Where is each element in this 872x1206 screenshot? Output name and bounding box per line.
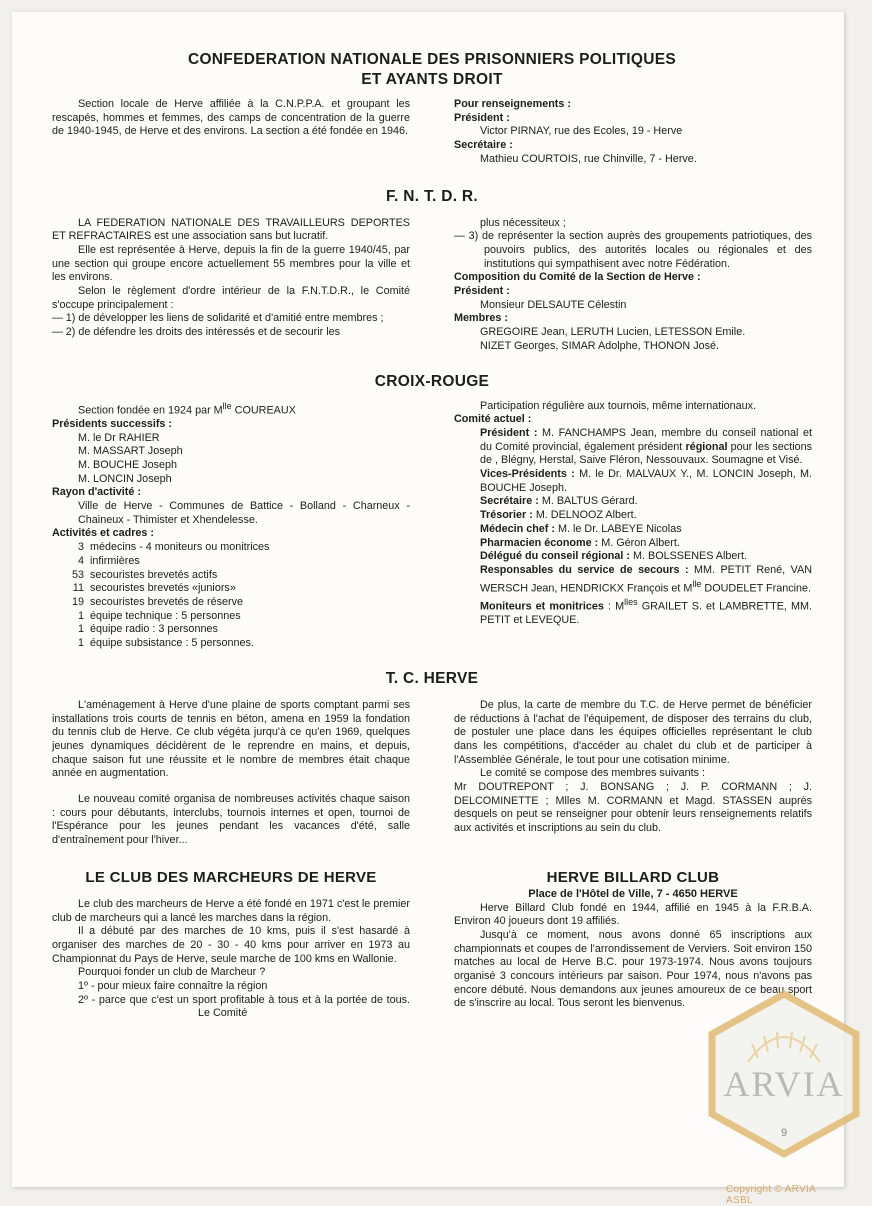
page-number: 9: [780, 1127, 788, 1139]
info-label: Pour renseignements :: [454, 98, 571, 110]
billard-p1: Herve Billard Club fondé en 1944, affilié en 1945 à la F.R.B.A. Environ 40 joueurs dont 19 affiliés.: [454, 901, 812, 928]
section-title-tc-herve: T. C. HERVE: [385, 669, 479, 687]
billard-address: Place de l'Hôtel de Ville, 7 - 4650 HERVE: [528, 887, 738, 900]
marcheurs-p3: Pourquoi fonder un club de Marcheur ?: [78, 966, 266, 979]
tc-p4: Le comité se compose des membres suivants :: [480, 767, 706, 780]
marcheurs-p2: Il a débuté par des marches de 10 kms, puis il s'est hasardé à organiser des marches de 20 - 30 - 40 kms pour arriver en 1973 au Championnat du Pays de Herve, seule marche de 100 kms en Wallonie.: [52, 925, 410, 965]
activite-item: 11 secouristes brevetés «juniors»: [72, 582, 236, 595]
fntdr-item-2: — 2) de défendre les droits des intéressés et de secourir les: [52, 326, 341, 339]
section-title-cnppa: [52, 50, 812, 90]
comite-secretaire: Secrétaire : M. BALTUS Gérard.: [480, 495, 638, 508]
comite-pharmacien: Pharmacien économe : M. Géron Albert.: [480, 536, 680, 549]
president-label: Président :: [454, 111, 510, 124]
section-title-billard: HERVE BILLARD CLUB: [546, 868, 720, 886]
section-cnppa: [52, 98, 812, 167]
founded-line: Section fondée en 1924 par $M^{lle}$ COUREAUX: [78, 400, 296, 417]
comite-president: Président : M. FANCHAMPS Jean, membre du conseil national et du Comité provincial, également président régional pour les sections de , Blégny, Herstal, Saive Fléron, Nessouvaux. Soumagne et Visé.: [480, 426, 812, 467]
billard-p2: Jusqu'à ce moment, nous avons donné 65 inscriptions aux championnats et coupes de l'arrondissement de Verviers. Soit environ 150 matches au local de Herve B.C. pour 1973-1974. Nous avons toujours organisé 3 concours intérieurs par saison. Pour 1974, nous n'avons pas encore débuté. Nous demandons aux jeunes amoureux de ce beau sport de s'inscrire au local. Tous seront les bienvenus.: [454, 928, 812, 1010]
comite-label: Comité actuel :: [454, 413, 532, 426]
president-item: M. le Dr RAHIER: [78, 431, 160, 444]
membres-line-1: GREGOIRE Jean, LERUTH Lucien, LETESSON Emile.: [480, 326, 746, 339]
title-line-2: ET AYANTS DROIT: [361, 71, 503, 88]
fntdr-item-3: — 3) de représenter la section auprès des groupements patriotiques, des pouvoirs publics, des autorités locales ou régionales et des institutions qui sympathisent avec notre Fédération.: [454, 230, 812, 270]
secretaire-label: Secrétaire :: [454, 139, 513, 152]
fntdr-p1: LA FEDERATION NATIONALE DES TRAVAILLEURS DEPORTES ET REFRACTAIRES est une association sans but lucratif.: [52, 216, 410, 243]
marcheurs-signature: Le Comité: [198, 1007, 248, 1020]
comite-moniteurs: Moniteurs et monitrices : $M^{lles}$ GRAILET S. et LAMBRETTE, MM. PETIT et LEVEQUE.: [480, 596, 812, 627]
fntdr-item-1: — 1) de développer les liens de solidarité et d'amitié entre membres ;: [52, 312, 384, 325]
cnppa-intro: Section locale de Herve affiliée à la C.N.P.P.A. et groupant les rescapés, hommes et femmes, des camps de concentration de la guerre de 1940-1945, de Herve et des environs. La section a été fondée en 1946.: [52, 98, 410, 138]
marcheurs-list-1: 1º - pour mieux faire connaître la région: [78, 980, 268, 993]
president-item: M. LONCIN Joseph: [78, 472, 172, 485]
tc-p3: De plus, la carte de membre du T.C. de Herve permet de bénéficier de réductions à l'achat de l'équipement, de disposer des terrains du club, de postuler une place dans les équipes officielles représentant le club dans les compétitions, d'accéder au chalet du club et de participer à l'Assemblée Générale, le tout pour une cotisation minime.: [454, 698, 812, 766]
activite-item: 1 équipe radio : 3 personnes: [77, 623, 218, 636]
section-title-fntdr: F. N. T. D. R.: [385, 187, 479, 205]
activite-item: 1 équipe technique : 5 personnes: [77, 609, 241, 622]
fntdr-item-2-cont: plus nécessiteux ;: [480, 216, 566, 229]
tc-p2: Le nouveau comité organisa de nombreuses activités chaque saison : cours pour débutants, interclubs, tournois internes et open, tournoi de l'Espérance pour les jeunes pendant les vacances d'été, salle d'entraînement pour l'hiver...: [52, 793, 410, 847]
president-item: M. BOUCHE Joseph: [78, 458, 178, 471]
section-tc-herve: [52, 699, 812, 848]
rayon-label: Rayon d'activité :: [52, 486, 141, 499]
section-bottom: [52, 868, 812, 1021]
rayon-value: Ville de Herve - Communes de Battice - Bolland - Charneux - Chaineux - Thimister et Xhendelesse.: [78, 500, 410, 526]
activite-item: 3 médecins - 4 moniteurs ou monitrices: [77, 541, 270, 554]
marcheurs-list-2: 2º - parce que c'est un sport profitable à tous et à la portée de tous.Le Comité: [78, 993, 410, 1020]
section-croix-rouge: [52, 400, 812, 651]
president-item: M. MASSART Joseph: [78, 445, 183, 458]
fntdr-p3: Selon le règlement d'ordre intérieur de la F.N.T.D.R., le Comité s'occupe principalement :: [52, 285, 410, 311]
membres-label: Membres :: [454, 312, 509, 325]
comite-vices: Vices-Présidents : M. le Dr. MALVAUX Y., M. LONCIN Joseph, M. BOUCHE Joseph.: [480, 468, 813, 494]
participation: Participation régulière aux tournois, même internationaux.: [480, 399, 757, 412]
activite-item: 1 équipe subsistance : 5 personnes.: [77, 637, 254, 650]
comite-delegue: Délégué du conseil régional : M. BOLSSENES Albert.: [480, 550, 748, 563]
title-line-1: CONFEDERATION NATIONALE DES PRISONNIERS POLITIQUES: [187, 51, 677, 68]
comite-responsables: Responsables du service de secours : MM. PETIT René, VAN WERSCH Jean, HENDRICKX François et $M^{lle}$ DOUDELET Francine.: [480, 563, 812, 595]
section-title-marcheurs: LE CLUB DES MARCHEURS DE HERVE: [85, 868, 377, 886]
president-value: Victor PIRNAY, rue des Ecoles, 19 - Herve: [480, 125, 683, 138]
tc-p5: Mr DOUTREPONT ; J. BONSANG ; J. P. CORMANN ; J. DELCOMINETTE ; Mlles M. CORMANN et Magd. STASSEN auprès desquels on peut se renseigner pour obtenir leurs renseignements relatifs aux activités et inscriptions au sein du club.: [454, 781, 812, 835]
activites-label: Activités et cadres :: [52, 527, 155, 540]
composition-label: Composition du Comité de la Section de Herve :: [454, 271, 701, 284]
section-title-croix-rouge: CROIX-ROUGE: [374, 372, 490, 390]
section-fntdr: [52, 217, 812, 354]
arvia-badge: [708, 990, 860, 1158]
comite-medecin: Médecin chef : M. le Dr. LABEYE Nicolas: [480, 522, 682, 535]
fntdr-president-value: Monsieur DELSAUTE Célestin: [480, 298, 627, 311]
fntdr-p2: Elle est représentée à Herve, depuis la fin de la guerre 1940/45, par une section qui groupe encore actuellement 55 membres pour la ville et les environs.: [52, 243, 410, 284]
activite-item: 19 secouristes brevetés de réserve: [71, 595, 244, 608]
marcheurs-p1: Le club des marcheurs de Herve a été fondé en 1971 c'est le premier club de marcheurs qui a lancé les marches dans la région.: [52, 897, 410, 924]
presidents-label: Présidents successifs :: [52, 417, 173, 430]
fntdr-president-label: Président :: [454, 285, 510, 298]
tc-p1: L'aménagement à Herve d'une plaine de sports comptant parmi ses installations trois courts de tennis en béton, amena en 1959 la fondation du tennis club de Herve. Ce club végéta jurqu'à ce qu'en 1969, quelques jeunes dynamiques décidèrent de le reprendre en mains, et depuis, chaque saison fut une réussite et le nombre de membres était chaque année en augmentation.: [52, 698, 410, 780]
copyright-watermark: Copyright © ARVIA ASBL: [726, 1184, 816, 1206]
comite-tresorier: Trésorier : M. DELNOOZ Albert.: [480, 509, 637, 522]
activite-item: 4 infirmières: [77, 554, 140, 567]
badge-text: ARVIA: [723, 1064, 845, 1104]
activite-item: 53 secouristes brevetés actifs: [71, 568, 218, 581]
secretaire-value: Mathieu COURTOIS, rue Chinville, 7 - Herve.: [480, 152, 697, 165]
page-content: [52, 50, 812, 1021]
membres-line-2: NIZET Georges, SIMAR Adolphe, THONON José.: [480, 339, 720, 352]
